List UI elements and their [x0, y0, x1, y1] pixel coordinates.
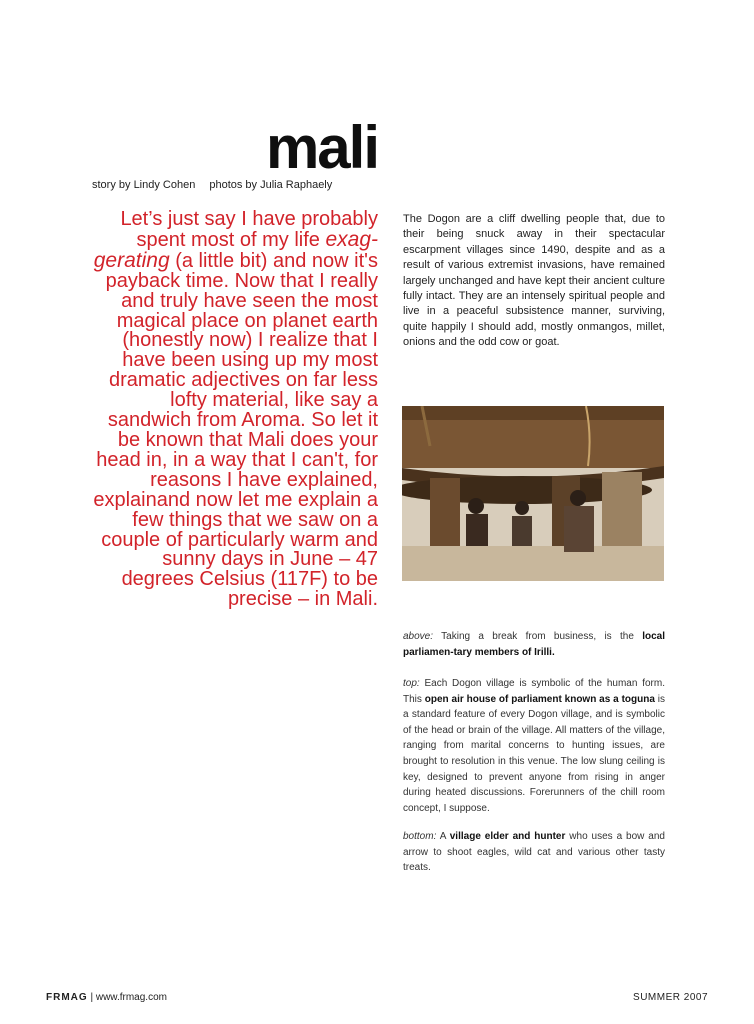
toguna-photo — [402, 406, 664, 581]
article-title: mali — [265, 114, 378, 181]
caption-above-text: Taking a break from business, is the — [433, 631, 643, 642]
footer-separator: | — [90, 992, 94, 1003]
caption-bottom — [403, 829, 665, 876]
pull-quote-before: Let’s just say I have probably spent most of my life — [120, 208, 378, 251]
story-credit: story by Lindy Cohen — [92, 179, 196, 191]
caption-above-label: above: — [403, 631, 434, 642]
footer-brand — [46, 992, 167, 1003]
byline — [92, 179, 382, 191]
photo-credit: photos by Julia Raphaely — [209, 179, 333, 191]
caption-above — [403, 629, 665, 660]
caption-top-label: top: — [403, 678, 420, 689]
pull-quote-emphasis: exag-gerating — [93, 227, 378, 272]
caption-bottom-bold: village elder and hunter — [449, 831, 566, 842]
caption-top-text-2: is a standard feature of every Dogon village, and is symbolic of the head or brain of the village. All matters of the village, ranging from marital concerns to hunting issues, are brought to resolution in this venue. The low slung ceiling is key, designed to prevent anyone from rising in anger during heated discussions. Forerunners of the chill room concept, I suppose. — [403, 693, 666, 814]
caption-top — [403, 676, 665, 816]
toguna-photo-illustration — [402, 406, 664, 581]
caption-bottom-text-2: who uses a bow and arrow to shoot eagles, wild cat and various other tasty treats. — [403, 831, 665, 874]
caption-top-bold: open air house of parliament known as a toguna — [424, 693, 655, 705]
footer-url[interactable]: www.frmag.com — [95, 992, 167, 1003]
footer-issue: SUMMER 2007 — [633, 992, 708, 1003]
caption-bottom-text-1: A — [436, 831, 450, 842]
caption-above-bold: local parliamen-tary members of Irilli. — [403, 631, 665, 658]
footer-brand-name: FRMAG — [46, 992, 88, 1003]
caption-bottom-label: bottom: — [403, 831, 437, 842]
pull-quote-after: (a little bit) and now it's payback time. Now that I really and truly have seen the most magical place on planet earth (honestly now) I realize that I have been using up my most dramatic adjectives on far less lofty material, like say a sandwich from Aroma. So let it be known that Mali does your head in, in a way that I can't, for reasons I have explained, explainand now let me explain a few things that we saw on a couple of particularly warm and sunny days in June – 47 degrees Celsius (117F) to be precise – in Mali. — [93, 249, 378, 611]
pull-quote — [90, 210, 378, 610]
caption-top-text-1: Each Dogon village is symbolic of the human form. This — [403, 678, 665, 705]
intro-paragraph: The Dogon are a cliff dwelling people that, due to their being snuck away in their spectacular escarpment villages since 1490, despite and as a result of various extremist invasions, have remained largely unchanged and have kept their ancient culture fully intact. They are an intensely spiritual people and live in a peaceful subsistence manner, surviving, quite happily I should add, mostly onmangos, millet, onions and the odd cow or goat. — [403, 213, 665, 349]
